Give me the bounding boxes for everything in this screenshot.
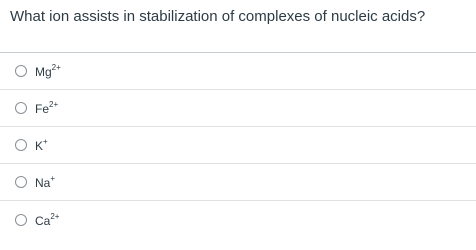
radio-button[interactable] — [15, 139, 27, 151]
ion-charge: + — [43, 137, 48, 146]
answer-option-ca[interactable] — [0, 201, 476, 238]
radio-button[interactable] — [15, 214, 27, 226]
answer-label — [35, 101, 58, 117]
ion-symbol: Fe — [35, 102, 50, 116]
radio-button[interactable] — [15, 176, 27, 188]
radio-button[interactable] — [15, 65, 27, 77]
answer-label — [35, 64, 61, 80]
answer-option-mg[interactable] — [0, 53, 476, 90]
ion-symbol: Mg — [35, 65, 52, 79]
radio-button[interactable] — [15, 102, 27, 114]
answer-label — [35, 175, 55, 191]
answer-option-fe[interactable] — [0, 90, 476, 127]
ion-charge: + — [50, 174, 56, 183]
ion-symbol: K — [35, 139, 44, 153]
answer-list — [0, 52, 476, 238]
ion-symbol: Ca — [35, 213, 51, 228]
answer-option-na[interactable] — [0, 164, 476, 201]
ion-symbol: Na — [35, 176, 51, 190]
answer-label — [35, 138, 48, 154]
ion-charge: 2+ — [51, 63, 61, 72]
question-text: What ion assists in stabilization of complexes of nucleic acids? — [10, 8, 426, 25]
answer-option-k[interactable] — [0, 127, 476, 164]
answer-label — [35, 213, 59, 229]
ion-charge: 2+ — [50, 211, 60, 221]
ion-charge: 2+ — [49, 100, 59, 109]
